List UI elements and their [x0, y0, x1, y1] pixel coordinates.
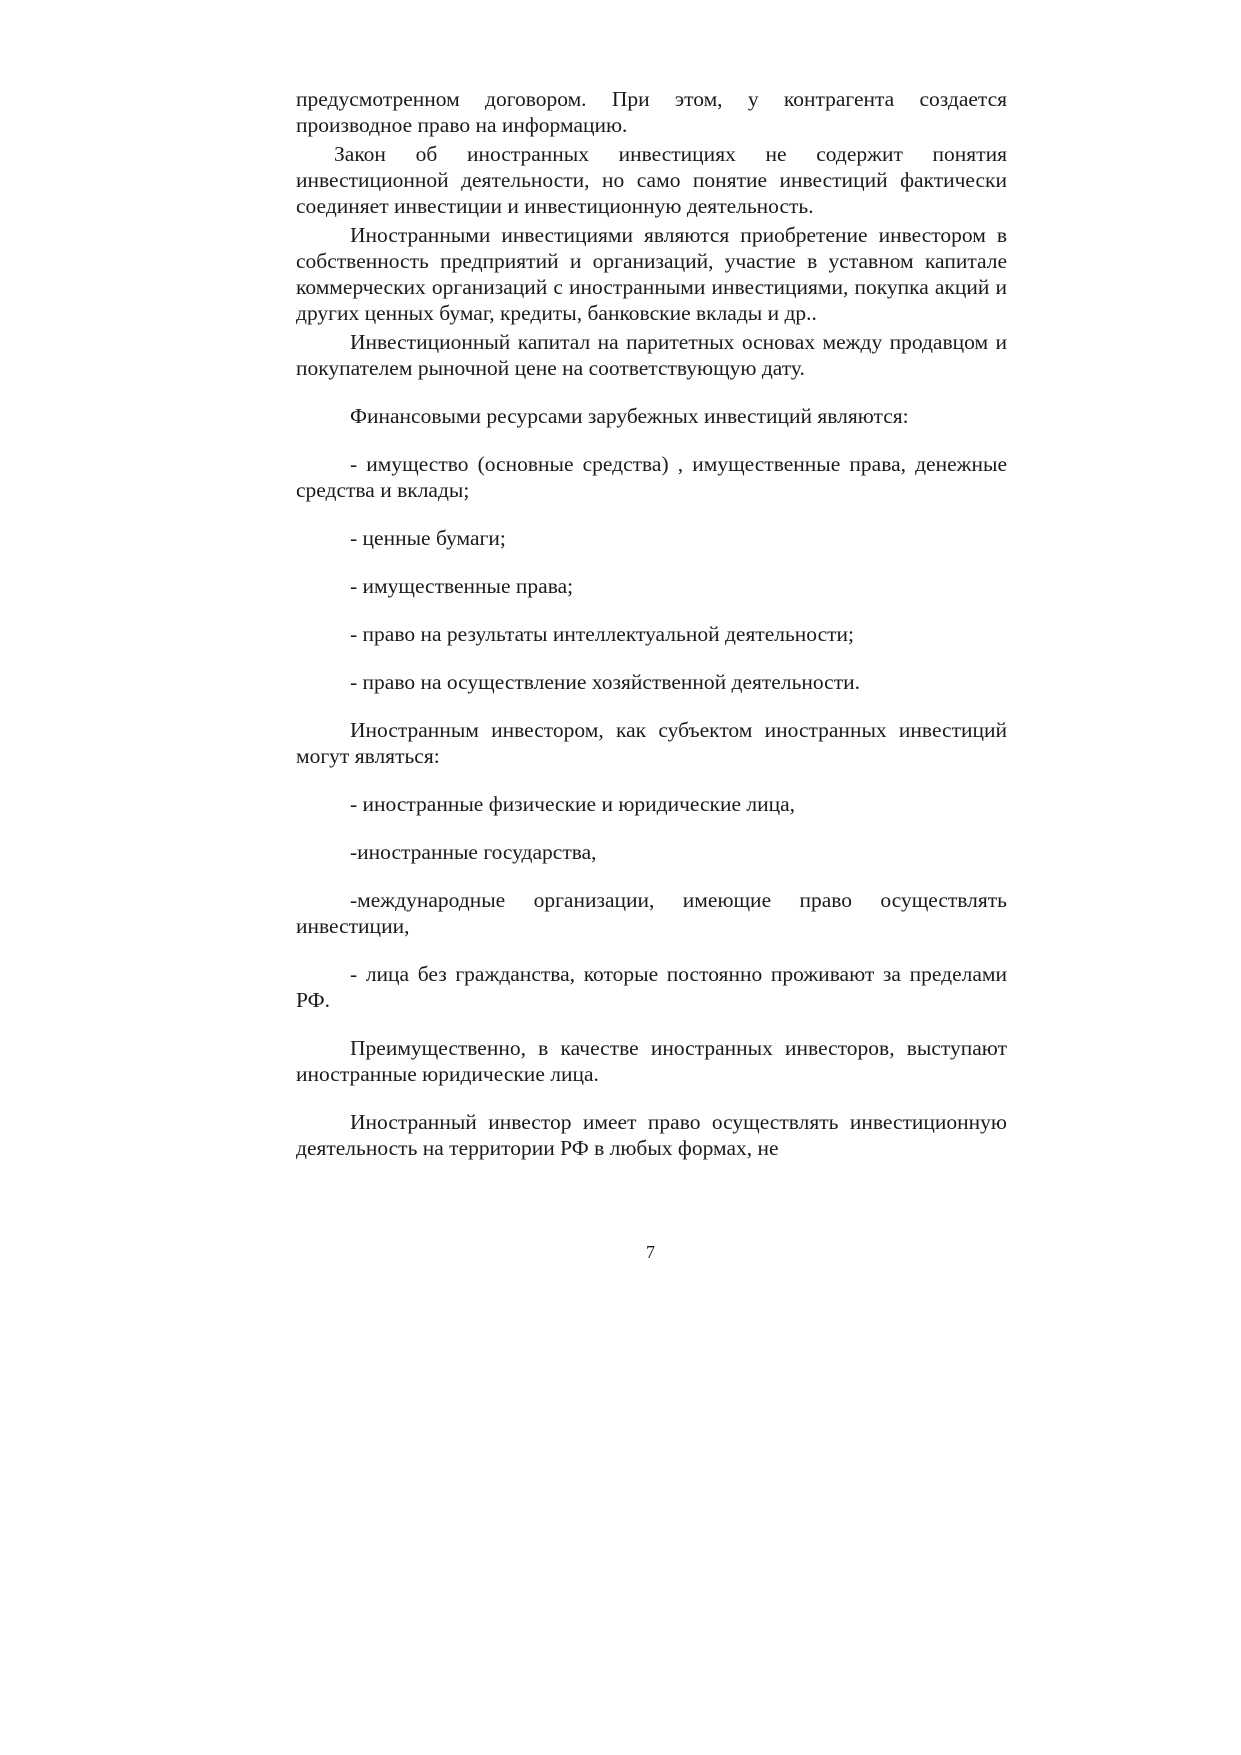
paragraph-foreign-investor: Иностранным инвестором, как субъектом иностранных инвестиций могут являться:: [296, 718, 1007, 768]
paragraph-investment-capital: Инвестиционный капитал на паритетных основах между продавцом и покупателем рыночной цене на соответствующую дату.: [296, 330, 1007, 380]
list-item: -иностранные государства,: [350, 840, 597, 864]
paragraph-continuation: предусмотренном договором. При этом, у контрагента создается производное право на информацию.: [296, 87, 1007, 137]
list-item: - лица без гражданства, которые постоянно проживают за пределами РФ.: [296, 962, 1007, 1012]
paragraph-foreign-investments: Иностранными инвестициями являются приобретение инвестором в собственность предприятий и организаций, участие в уставном капитале коммерческих организаций с иностранными инвестициями, покупка акций и других ценных бумаг, кредиты, банковские вклады и др..: [296, 223, 1007, 325]
paragraph-predominantly: Преимущественно, в качестве иностранных инвесторов, выступают иностранные юридические лица.: [296, 1036, 1007, 1086]
paragraph-investor-rights: Иностранный инвестор имеет право осуществлять инвестиционную деятельность на территории РФ в любых формах, не: [296, 1110, 1007, 1160]
body-text: [296, 86, 1007, 1161]
list-item: - имущественные права;: [350, 574, 574, 598]
paragraph-law-definition: Закон об иностранных инвестициях не содержит понятия инвестиционной деятельности, но само понятие инвестиций фактически соединяет инвестиции и инвестиционную деятельность.: [296, 142, 1007, 218]
page-number: 7: [646, 1242, 655, 1262]
paragraph-financial-resources: Финансовыми ресурсами зарубежных инвестиций являются:: [350, 404, 909, 428]
list-item: - иностранные физические и юридические лица,: [350, 792, 796, 816]
list-item: - право на осуществление хозяйственной деятельности.: [350, 670, 860, 694]
list-item: - ценные бумаги;: [350, 526, 506, 550]
list-item: - имущество (основные средства) , имущественные права, денежные средства и вклады;: [296, 452, 1007, 502]
list-item: - право на результаты интеллектуальной деятельности;: [350, 622, 855, 646]
list-item: -международные организации, имеющие право осуществлять инвестиции,: [296, 888, 1007, 938]
